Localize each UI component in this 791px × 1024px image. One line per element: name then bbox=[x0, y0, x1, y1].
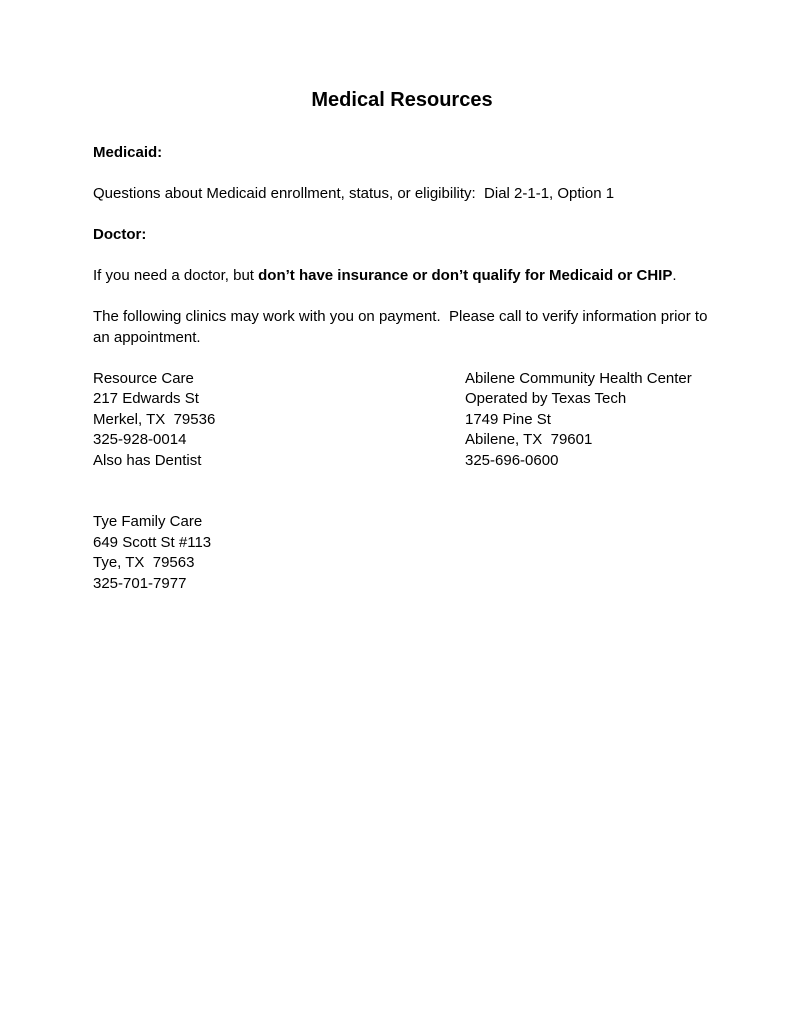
clinic-abilene-community-health-center bbox=[465, 369, 711, 472]
clinic-city: Abilene, TX 79601 bbox=[465, 431, 593, 448]
doctor-sentence-bold: don’t have insurance or don’t qualify for Medicaid or CHIP bbox=[258, 267, 673, 284]
clinic-row-2 bbox=[93, 512, 711, 594]
clinic-city: Merkel, TX 79536 bbox=[93, 410, 216, 428]
clinic-note: Also has Dentist bbox=[93, 451, 202, 469]
doctor-sentence-suffix: . bbox=[672, 267, 677, 284]
clinic-row-1 bbox=[93, 369, 711, 472]
clinic-operator: Operated by Texas Tech bbox=[465, 390, 627, 407]
clinic-phone: 325-701-7977 bbox=[93, 574, 187, 592]
clinic-name: Abilene Community Health Center bbox=[465, 369, 692, 387]
clinic-phone: 325-696-0600 bbox=[465, 451, 559, 469]
clinics-note: The following clinics may work with you on payment. Please call to verify information prior to an appointment. bbox=[93, 308, 712, 346]
doctor-sentence-prefix: If you need a doctor, but bbox=[93, 267, 259, 284]
medicaid-info: Questions about Medicaid enrollment, status, or eligibility: Dial 2-1-1, Option 1 bbox=[93, 185, 615, 202]
clinic-city: Tye, TX 79563 bbox=[93, 554, 195, 571]
clinic-tye-family-care bbox=[93, 512, 465, 594]
medicaid-heading: Medicaid: bbox=[93, 144, 163, 161]
page-title: Medical Resources bbox=[311, 89, 493, 111]
doctor-heading: Doctor: bbox=[93, 226, 147, 243]
clinic-address: 1749 Pine St bbox=[465, 410, 551, 428]
clinic-phone: 325-928-0014 bbox=[93, 431, 187, 448]
doctor-sentence bbox=[93, 266, 711, 287]
clinic-name: Resource Care bbox=[93, 369, 194, 387]
clinic-address: 649 Scott St #113 bbox=[93, 533, 212, 551]
clinic-resource-care bbox=[93, 369, 465, 472]
clinic-address: 217 Edwards St bbox=[93, 390, 199, 407]
clinic-name: Tye Family Care bbox=[93, 513, 203, 530]
